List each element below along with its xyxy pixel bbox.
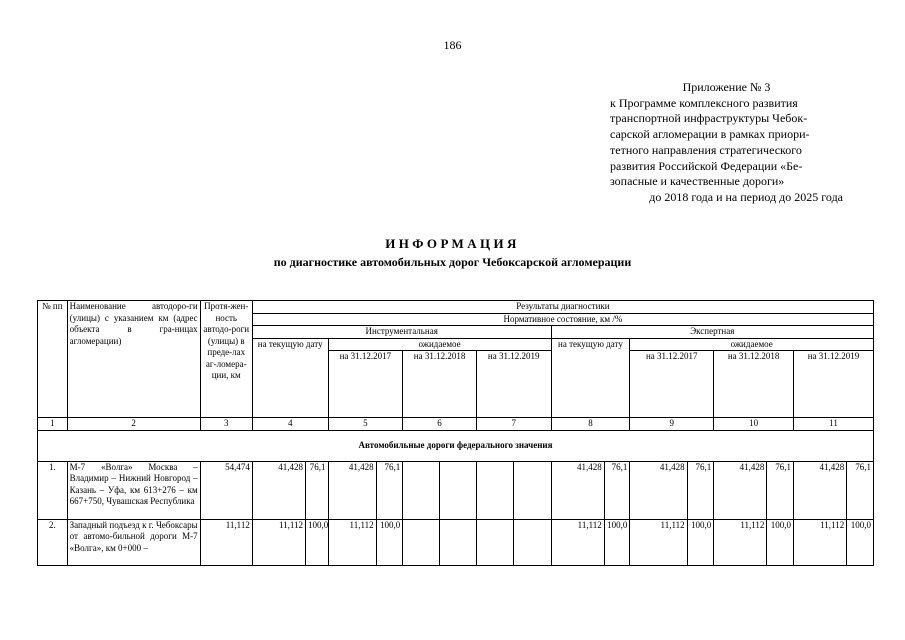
page-number: 186 [443,38,462,52]
header-normative: Нормативное состояние, км /% [252,313,873,326]
appendix-line: сарской агломерации в рамках приори- [610,127,810,142]
row-value: 100,0 [767,519,794,565]
document-subtitle: по диагностике автомобильных дорог Чебоксарской агломерации [273,255,632,269]
row-value [403,461,440,519]
column-number: 8 [551,418,630,431]
row-value: 100,0 [306,519,329,565]
row-length: 11,112 [200,519,252,565]
row-value: 41,428 [551,461,604,519]
row-value: 41,428 [328,461,376,519]
column-number: 4 [252,418,328,431]
header-expected: ожидаемое [630,338,874,351]
row-value: 100,0 [687,519,714,565]
header-date-2019: на 31.12.2019 [476,351,551,418]
appendix-block [610,80,843,206]
header-instrumental: Инструментальная [252,326,551,339]
column-number: 3 [200,418,252,431]
row-value [476,461,513,519]
header-date-2017: на 31.12.2017 [630,351,714,418]
row-value: 100,0 [604,519,630,565]
row-value: 76,1 [306,461,329,519]
row-value: 11,112 [794,519,847,565]
appendix-line: до 2018 года и на период до 2025 года [649,189,843,204]
row-value: 76,1 [847,461,874,519]
row-value: 41,428 [714,461,767,519]
row-value: 11,112 [630,519,687,565]
header-results: Результаты диагностики [252,301,873,314]
column-number: 2 [67,418,200,431]
row-value [403,519,440,565]
appendix-title: Приложение № 3 [682,80,771,94]
column-number: 1 [38,418,68,431]
header-date-2019: на 31.12.2019 [794,351,874,418]
header-date-2017: на 31.12.2017 [328,351,403,418]
document-title: ИНФОРМАЦИЯ [385,236,520,251]
row-value: 100,0 [847,519,874,565]
row-value: 41,428 [252,461,305,519]
row-value [513,461,551,519]
section-title: Автомобильные дороги федерального значения [38,430,874,461]
row-value [476,519,513,565]
appendix-line: зопасные и качественные дороги» [610,174,785,189]
header-current-date: на текущую дату [551,338,630,418]
header-expected: ожидаемое [328,338,551,351]
row-value: 11,112 [551,519,604,565]
column-number: 10 [714,418,794,431]
row-value: 100,0 [376,519,403,565]
row-value: 41,428 [794,461,847,519]
column-number: 6 [403,418,477,431]
row-value: 76,1 [687,461,714,519]
row-num: 1. [38,461,68,519]
header-expert: Экспертная [551,326,873,339]
row-value: 76,1 [767,461,794,519]
appendix-line: к Программе комплексного развития [610,95,798,110]
column-number: 7 [476,418,551,431]
row-name: М-7 «Волга» Москва – Владимир – Нижний Новгород – Казань – Уфа, км 613+276 – км 667+750, Чувашская Республика [67,461,200,519]
appendix-line: тетного направления стратегического [610,142,802,157]
header-current-date: на текущую дату [252,338,328,418]
row-value: 11,112 [252,519,305,565]
row-value: 41,428 [630,461,687,519]
row-value: 11,112 [714,519,767,565]
header-date-2018: на 31.12.2018 [403,351,477,418]
column-number: 5 [328,418,403,431]
diagnostics-table [37,300,874,566]
appendix-line: транспортной инфраструктуры Чебок- [610,111,808,126]
row-num: 2. [38,519,68,565]
table-row [38,519,874,565]
header-num: № пп [38,301,68,418]
row-value: 76,1 [604,461,630,519]
column-number: 9 [630,418,714,431]
row-name: Западный подъезд к г. Чебоксары от автомо-бильной дороги М-7 «Волга», км 0+000 – [67,519,200,565]
header-length: Протя-жен-ность автодо-роги (улицы) в преде-лах аг-ломера-ции, км [200,301,252,418]
row-value: 76,1 [376,461,403,519]
column-number: 11 [794,418,874,431]
header-name: Наименование автодоро-ги (улицы) с указанием км (адрес объекта в гра-ницах агломерации) [67,301,200,418]
row-value: 11,112 [328,519,376,565]
row-value [513,519,551,565]
appendix-line: развития Российской Федерации «Бе- [610,158,803,173]
row-length: 54,474 [200,461,252,519]
row-value [440,519,477,565]
table-row [38,461,874,519]
header-date-2018: на 31.12.2018 [714,351,794,418]
row-value [440,461,477,519]
